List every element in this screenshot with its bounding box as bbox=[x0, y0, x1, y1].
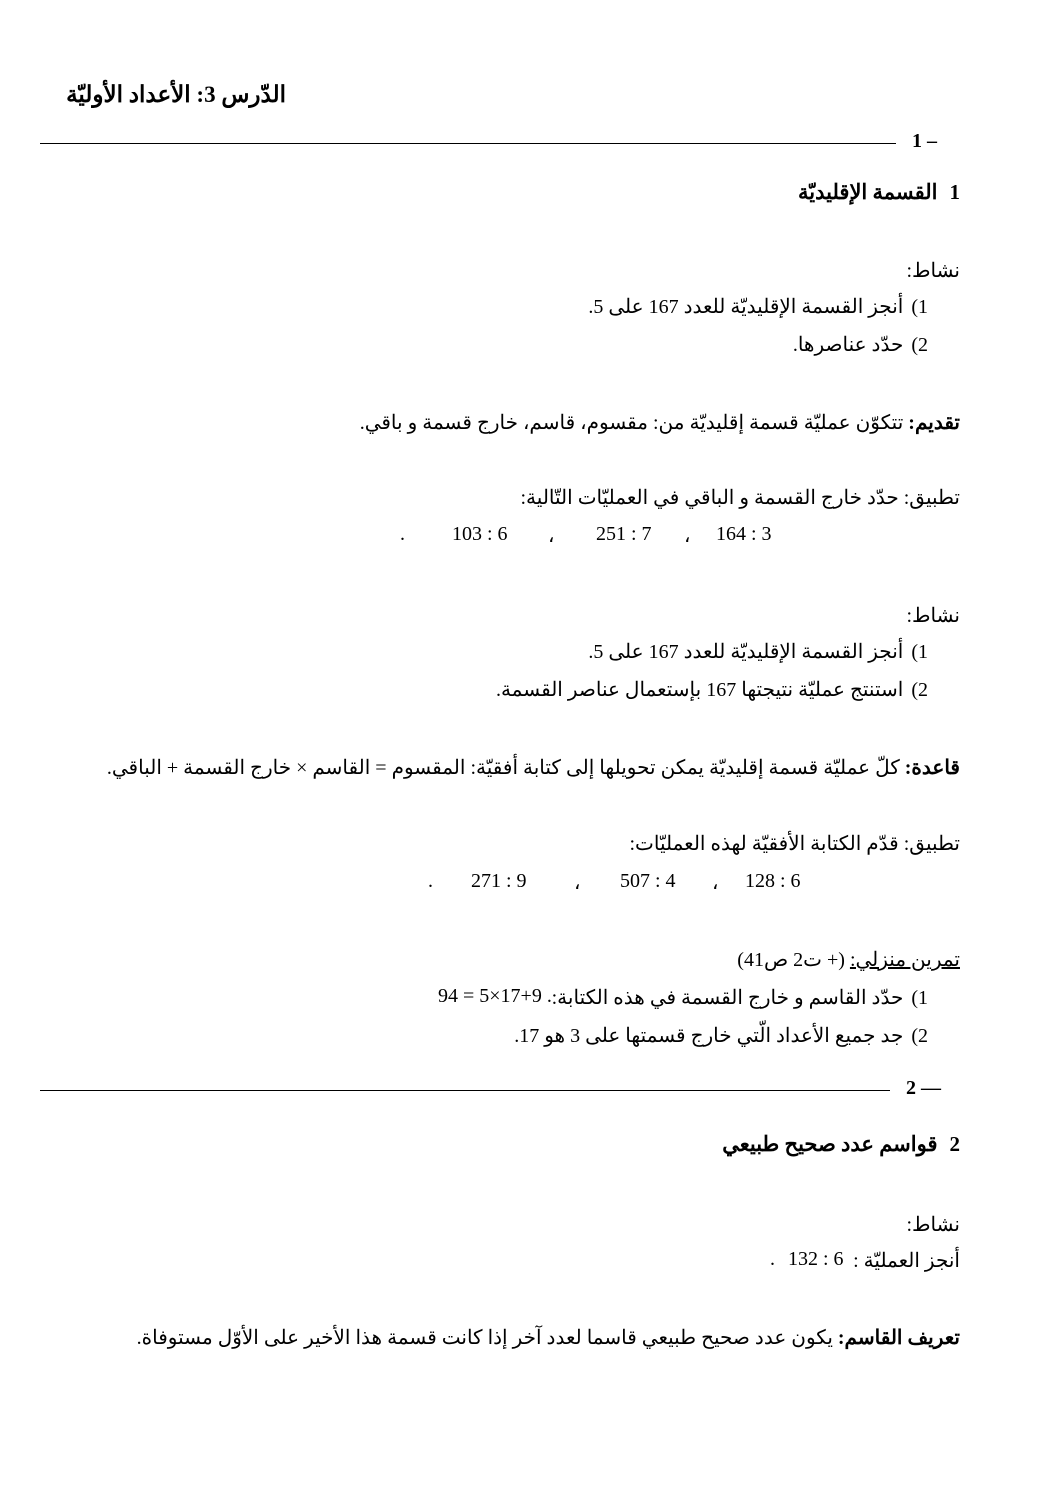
activity-1-label: نشاط: bbox=[906, 260, 960, 282]
homework-item-2: 2)جد جميع الأعداد الّتي خارج قسمتها على 3 هو 17. bbox=[514, 1025, 928, 1047]
homework-ref: (+ ت2 ص41) bbox=[737, 949, 850, 971]
activity-2-item-1: 1)أنجز القسمة الإقليديّة للعدد 167 على 5. bbox=[588, 641, 928, 663]
homework-label: تمرين منزلي: bbox=[849, 949, 960, 971]
intro-label: تقديم: bbox=[908, 412, 960, 434]
section-2-title: قواسم عدد صحيح طبيعي bbox=[722, 1132, 938, 1156]
activity-2-label: نشاط: bbox=[906, 605, 960, 627]
application-2-op-1: 128 : 6 bbox=[745, 870, 801, 892]
rule-label: قاعدة: bbox=[904, 757, 960, 779]
application-2-end: . bbox=[428, 870, 433, 892]
homework-heading bbox=[737, 947, 960, 972]
lesson-title: الدّرس 3: الأعداد الأوليّة bbox=[66, 82, 286, 107]
application-2-text: تطبيق: قدّم الكتابة الأفقيّة لهذه العمليّات: bbox=[629, 833, 960, 855]
application-2-op-2: 507 : 4 bbox=[620, 870, 676, 892]
section-2-heading bbox=[722, 1132, 960, 1157]
separator-number-2: 2 — bbox=[906, 1077, 941, 1099]
definition-paragraph: تعريف القاسم: يكون عدد صحيح طبيعي قاسما لعدد آخر إذا كانت قسمة هذا الأخير على الأوّل مستوفاة. bbox=[136, 1327, 960, 1349]
rule-paragraph: قاعدة: كلّ عمليّة قسمة إقليديّة يمكن تحويلها إلى كتابة أفقيّة: المقسوم = القاسم × خارج القسمة + الباقي. bbox=[106, 757, 960, 779]
intro-paragraph: تقديم: تتكوّن عمليّة قسمة إقليديّة من: مقسوم، قاسم، خارج قسمة و باقي. bbox=[359, 412, 960, 434]
application-2-sep-1: ، bbox=[712, 872, 719, 894]
separator-number-1: 1 – bbox=[912, 130, 937, 152]
definition-label: تعريف القاسم: bbox=[837, 1327, 960, 1349]
homework-formula: 94 = 5×17+9 . bbox=[438, 985, 552, 1007]
application-1-op-2: 251 : 7 bbox=[596, 523, 652, 545]
application-2-op-3: 271 : 9 bbox=[471, 870, 527, 892]
application-1-op-1: 164 : 3 bbox=[716, 523, 772, 545]
section-2-activity-op: 132 : 6 bbox=[788, 1248, 844, 1270]
section-2-activity-text: أنجز العمليّة : bbox=[853, 1250, 960, 1272]
application-1-sep-1: ، bbox=[684, 525, 691, 547]
application-1-sep-2: ، bbox=[548, 525, 555, 547]
section-1-title: القسمة الإقليديّة bbox=[797, 180, 938, 204]
section-2-activity-label: نشاط: bbox=[906, 1214, 960, 1236]
section-1-number: 1 bbox=[949, 180, 960, 204]
application-1-op-3: 103 : 6 bbox=[452, 523, 508, 545]
application-2-sep-2: ، bbox=[574, 872, 581, 894]
section-2-number: 2 bbox=[949, 1132, 960, 1156]
activity-2-item-2: 2)استنتج عمليّة نتيجتها 167 بإستعمال عناصر القسمة. bbox=[495, 679, 928, 701]
section-2-activity-end: . bbox=[770, 1248, 775, 1270]
activity-1-item-2: 2)حدّد عناصرها. bbox=[792, 334, 928, 356]
application-1-text: تطبيق: حدّد خارج القسمة و الباقي في العمليّات التّالية: bbox=[520, 487, 960, 509]
separator-line-2 bbox=[40, 1090, 890, 1091]
activity-1-item-1: 1)أنجز القسمة الإقليديّة للعدد 167 على 5. bbox=[588, 296, 928, 318]
section-1-heading bbox=[798, 180, 960, 205]
homework-item-1: 1)حدّد القاسم و خارج القسمة في هذه الكتابة: bbox=[551, 987, 928, 1009]
separator-line-1 bbox=[40, 143, 896, 144]
application-1-end: . bbox=[400, 523, 405, 545]
